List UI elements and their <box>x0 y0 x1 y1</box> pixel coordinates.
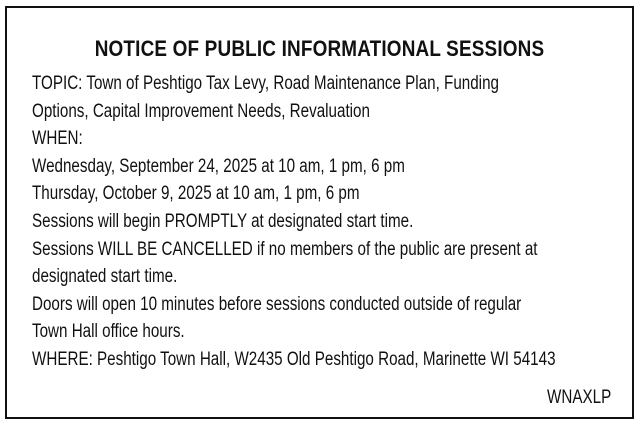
start-time-notice: Sessions will begin PROMPTLY at designated start time. <box>32 210 414 232</box>
topic-line-1: TOPIC: Town of Peshtigo Tax Levy, Road Maintenance Plan, Funding <box>32 73 499 94</box>
when-heading: WHEN: <box>32 128 83 150</box>
cancellation-notice-1: Sessions WILL BE CANCELLED if no members of the public are present at <box>32 238 538 260</box>
session-date-1: Wednesday, September 24, 2025 at 10 am, 1 pm, 6 pm <box>32 155 405 177</box>
notice-body <box>32 70 608 374</box>
doors-notice-1: Doors will open 10 minutes before sessions conducted outside of regular <box>32 293 522 315</box>
doors-notice-2: Town Hall office hours. <box>32 321 185 343</box>
notice-title: NOTICE OF PUBLIC INFORMATIONAL SESSIONS <box>94 36 545 61</box>
session-date-2: Thursday, October 9, 2025 at 10 am, 1 pm, 6 pm <box>32 183 360 205</box>
topic-line-2: Options, Capital Improvement Needs, Revaluation <box>32 100 370 122</box>
location-line: WHERE: Peshtigo Town Hall, W2435 Old Peshtigo Road, Marinette WI 54143 <box>32 348 556 370</box>
cancellation-notice-2: designated start time. <box>32 266 178 288</box>
public-notice <box>5 6 634 419</box>
publication-code: WNAXLP <box>546 387 611 408</box>
